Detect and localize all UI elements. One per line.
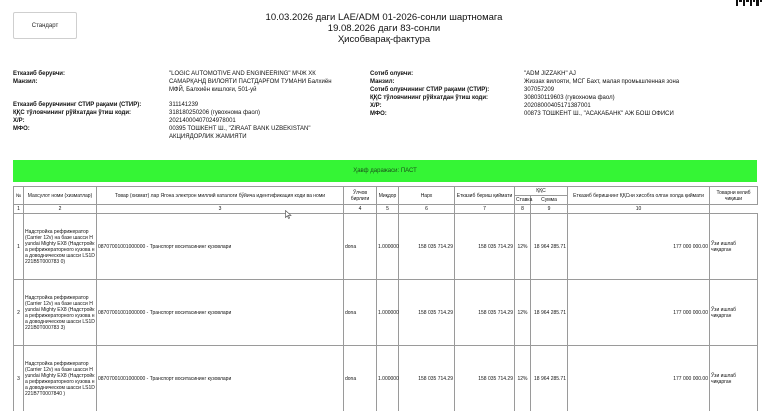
col-delivery-header: Етказиб бериш қиймати <box>455 187 515 205</box>
supplier-tin-label: Етказиб берувчининг СТИР рақами (СТИР): <box>13 102 142 108</box>
supplier-account: 20214000407024978001 <box>169 118 236 124</box>
table-row <box>14 346 758 411</box>
row-origin: Ўзи ишлаб чиқарган <box>710 346 758 411</box>
col-number: 5 <box>377 205 399 214</box>
supplier-vat-code-label: ҚҚС тўловчининг рўйхатдан ўтиш коди: <box>13 110 132 116</box>
table-row <box>14 280 758 346</box>
col-number: 9 <box>531 205 568 214</box>
row-vat-rate: 12% <box>515 280 531 346</box>
row-vat-sum: 18 964 285.71 <box>531 214 568 280</box>
row-origin: Ўзи ишлаб чиқарган <box>710 280 758 346</box>
row-vat-sum: 18 964 285.71 <box>531 280 568 346</box>
col-number: 1 <box>14 205 24 214</box>
col-qty-header: Миқдор <box>377 187 399 205</box>
supplier-account-label: Х/Р: <box>13 118 25 124</box>
row-qty: 1.000000 <box>377 214 399 280</box>
col-number: 7 <box>455 205 515 214</box>
supplier-name: "LOGIC AUTOMOTIVE AND ENGINEERING" МЧЖ ХК <box>169 71 316 77</box>
table-row <box>14 214 758 280</box>
buyer-vat-code-label: ҚҚС тўловчининг рўйхатдан ўтиш коди: <box>370 95 489 101</box>
title-number-line: 19.08.2026 даги 83-сонли <box>327 23 441 34</box>
col-vat-header: ҚҚС <box>515 187 568 196</box>
col-number: 6 <box>399 205 455 214</box>
row-price: 158 035 714.29 <box>399 346 455 411</box>
row-total: 177 000 000.00 <box>568 346 710 411</box>
row-name: Надстройка рефрижератор (Carrier 12v) на базе шасси Hyundai Mighty EX8 (Надстройка рефрижераторного кузова на доводническом шасси LS1D221B5T000783 0) <box>24 214 97 280</box>
row-price: 158 035 714.29 <box>399 280 455 346</box>
buyer-tin: 307057209 <box>524 87 555 93</box>
buyer-mfo: 00873 ТОШКЕНТ Ш., "АСАКАБАНК" АЖ БОШ ОФИСИ <box>524 111 674 117</box>
supplier-address-2: МФЙ, Балхиён кишлоғи, 501-уй <box>169 87 257 93</box>
row-code: 08707001001000000 - Транспорт воситасининг кузовлари <box>97 346 344 411</box>
col-number: 2 <box>24 205 97 214</box>
risk-level-bar: Ҳавф даражаси: ПАСТ <box>13 160 757 182</box>
col-number: 3 <box>97 205 344 214</box>
row-code: 08707001001000000 - Транспорт воситасининг кузовлари <box>97 214 344 280</box>
row-name: Надстройка рефрижератор (Carrier 12v) на базе шасси Hyundai Mighty EX8 (Надстройка рефрижераторного кузова на доводническом шасси LS1D221B0T000783 3) <box>24 280 97 346</box>
supplier-vat-code: 318180250206 (гувохнома фаол) <box>169 110 261 116</box>
col-no-header: № <box>14 187 24 205</box>
invoice-table <box>13 186 758 411</box>
row-vat-sum: 18 964 285.71 <box>531 346 568 411</box>
row-delivery: 158 035 714.29 <box>455 214 515 280</box>
supplier-tin: 311141239 <box>169 102 199 108</box>
standard-button[interactable]: Стандарт <box>13 12 77 39</box>
col-number: 8 <box>515 205 531 214</box>
row-no: 3 <box>14 346 24 411</box>
supplier-mfo-1: 00395 ТОШКЕНТ Ш., "ZIRAAT BANK UZBEKISTAN" <box>169 126 311 132</box>
row-no: 2 <box>14 280 24 346</box>
row-no: 1 <box>14 214 24 280</box>
row-total: 177 000 000.00 <box>568 214 710 280</box>
buyer-address-label: Манзил: <box>370 79 395 85</box>
buyer-name: "ADM JIZZAKH" AJ <box>524 71 576 77</box>
row-delivery: 158 035 714.29 <box>455 280 515 346</box>
supplier-mfo-2: АКЦИЯДОРЛИК ЖАМИЯТИ <box>169 134 247 140</box>
col-code-header: Товар (хизмат) лар Ягона электрон миллий каталоги бўйича идентификация коди ва номи <box>97 187 344 205</box>
buyer-vat-code: 308030119603 (гувохнома фаол) <box>524 95 615 101</box>
row-price: 158 035 714.29 <box>399 214 455 280</box>
title-invoice-line: Ҳисобварақ-фактура <box>337 34 431 45</box>
row-delivery: 158 035 714.29 <box>455 346 515 411</box>
row-origin: Ўзи ишлаб чиқарган <box>710 214 758 280</box>
row-code: 08707001001000000 - Транспорт воситасининг кузовлари <box>97 280 344 346</box>
buyer-account: 20208000405171387001 <box>524 103 591 109</box>
col-origin-header: Товарни келиб чиқиши <box>710 187 758 205</box>
row-name: Надстройка рефрижератор (Carrier 12v) на базе шасси Hyundai Mighty EX8 (Надстройка рефрижераторного кузова на доводническом шасси LS1D221B7T0007840 ) <box>24 346 97 411</box>
row-qty: 1.000000 <box>377 346 399 411</box>
supplier-address-label: Манзил: <box>13 79 38 85</box>
buyer-label: Сотиб олувчи: <box>370 71 414 77</box>
title-contract-line: 10.03.2026 даги LAE/ADM 01-2026-сонли шартномага <box>265 12 503 23</box>
col-unit-header: Ўлчов бирлиги <box>344 187 377 205</box>
col-vat-sum-header: Сумма <box>531 196 568 205</box>
supplier-address-1: САМАРҚАНД ВИЛОЯТИ ПАСТДАРҒОМ ТУМАНИ Балхиён <box>169 79 332 85</box>
col-price-header: Нарх <box>399 187 455 205</box>
supplier-label: Етказиб берувчи: <box>13 71 65 77</box>
mouse-cursor-icon <box>285 210 292 219</box>
row-unit: dona <box>344 346 377 411</box>
col-number: 10 <box>568 205 710 214</box>
supplier-mfo-label: МФО: <box>13 126 30 132</box>
row-qty: 1.000000 <box>377 280 399 346</box>
col-number: 4 <box>344 205 377 214</box>
buyer-mfo-label: МФО: <box>370 111 387 117</box>
col-total-header: Етказиб беришнинг ҚҚСни хисобга олган холда қиймати <box>568 187 710 205</box>
row-vat-rate: 12% <box>515 214 531 280</box>
col-name-header: Махсулот номи (хизматлар) <box>24 187 97 205</box>
buyer-account-label: Х/Р: <box>370 103 382 109</box>
document-title <box>0 12 768 45</box>
buyer-tin-label: Сотиб олувчининг СТИР рақами (СТИР): <box>370 87 490 93</box>
row-unit: dona <box>344 280 377 346</box>
qr-code-icon <box>736 0 762 6</box>
row-unit: dona <box>344 214 377 280</box>
buyer-address: Жиззах вилояти, МСГ Бахт, малая промышленная зона <box>524 79 680 85</box>
row-total: 177 000 000.00 <box>568 280 710 346</box>
row-vat-rate: 12% <box>515 346 531 411</box>
col-vat-rate-header: Ставка <box>516 197 533 203</box>
